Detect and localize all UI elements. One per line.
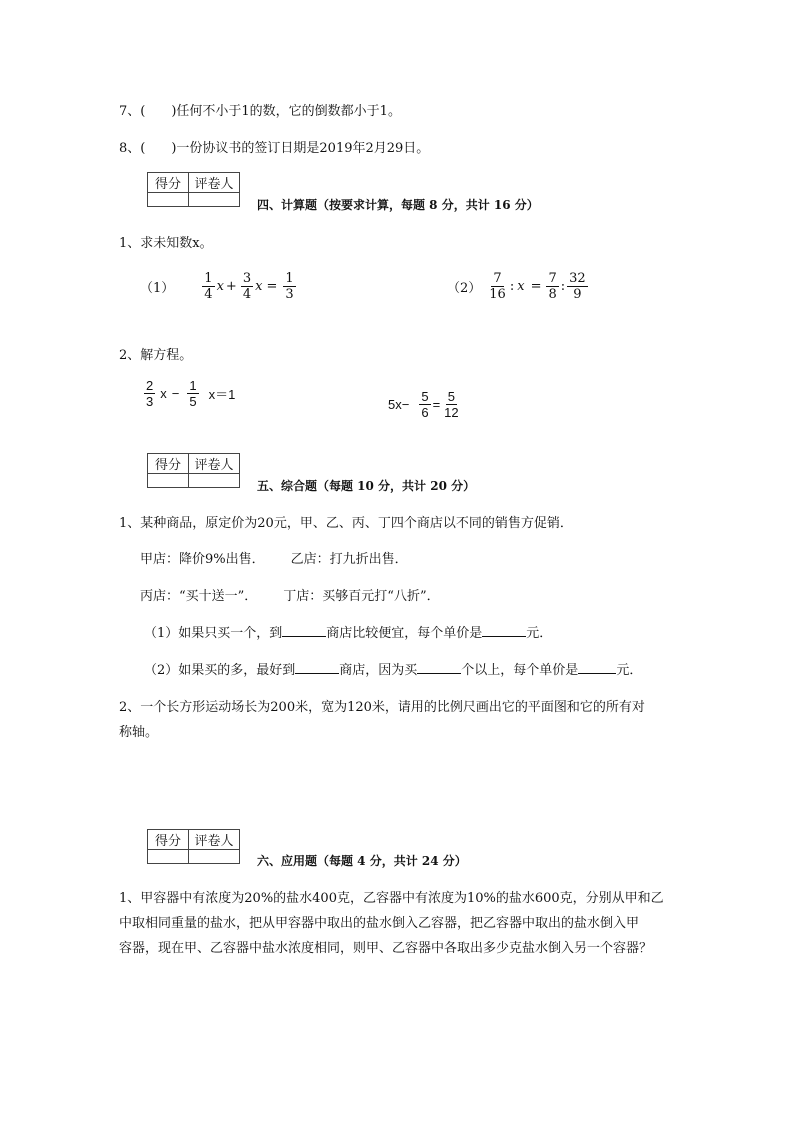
section-6-question-1-line-2: 中取相同重量的盐水，把从甲容器中取出的盐水倒入乙容器，把乙容器中取出的盐水倒入甲 (119, 916, 640, 931)
fraction: $\frac{1}{3}$ (285, 271, 294, 302)
equation-2: （2） $\frac{7}{16}$ : x = $\frac{7}{8}$ : $\frac{32}{9}$ (447, 271, 586, 302)
section-5-title: 五、综合题（每题 10 分，共计 20 分） (257, 479, 476, 493)
answer-blank[interactable] (578, 661, 616, 674)
section-5-question-2-line-1: 2、一个长方形运动场长为200米，宽为120米，请用的比例尺画出它的平面图和它的所有对 (119, 700, 645, 715)
fraction: $\frac{1}{5}$ (189, 378, 197, 409)
section-4-title: 四、计算题（按要求计算，每题 8 分，共计 16 分） (257, 198, 539, 212)
equation-3: $\frac{2}{3}$ x − $\frac{1}{5}$ x＝1 (146, 378, 236, 409)
score-box (147, 453, 240, 488)
equation-1-label: （1） (140, 281, 175, 296)
shop-c: 丙店：“买十送一”． (140, 589, 258, 604)
answer-blank[interactable] (295, 661, 339, 674)
section-4-question-2: 2、解方程。 (119, 348, 193, 363)
score-cell[interactable] (148, 474, 189, 488)
score-box (147, 829, 240, 864)
equation-4: 5x− $\frac{5}{6}$ = $\frac{5}{12}$ (388, 389, 459, 420)
score-label: 得分 (148, 454, 189, 474)
section-6-question-1-line-3: 容器，现在甲、乙容器中盐水浓度相同，则甲、乙容器中各取出多少克盐水倒入另一个容器？ (119, 941, 653, 956)
shop-line-2 (140, 585, 440, 604)
shop-line-1 (140, 548, 408, 567)
section-4-question-1: 1、求未知数x。 (119, 236, 213, 251)
answer-blank[interactable] (282, 624, 326, 637)
score-label: 得分 (148, 173, 189, 193)
fraction: $\frac{5}{6}$ (421, 389, 429, 420)
fraction: $\frac{1}{4}$ (204, 271, 213, 302)
fraction: $\frac{7}{16}$ (489, 271, 506, 302)
grader-label: 评卷人 (189, 830, 240, 850)
score-cell[interactable] (148, 850, 189, 864)
grader-label: 评卷人 (189, 454, 240, 474)
grader-cell[interactable] (189, 474, 240, 488)
shop-d: 丁店：买够百元打“八折”． (283, 589, 440, 604)
fraction: $\frac{32}{9}$ (569, 271, 586, 302)
answer-blank[interactable] (417, 661, 461, 674)
answer-blank[interactable] (482, 624, 526, 637)
score-label: 得分 (148, 830, 189, 850)
section-6-title: 六、应用题（每题 4 分，共计 24 分） (257, 854, 467, 868)
fraction: $\frac{7}{8}$ (548, 271, 557, 302)
score-box (147, 172, 240, 207)
question-7: 7、( )任何不小于1的数，它的倒数都小于1。 (119, 104, 401, 119)
fraction: $\frac{3}{4}$ (242, 271, 252, 302)
grader-label: 评卷人 (189, 173, 240, 193)
fraction: $\frac{2}{3}$ (146, 378, 154, 409)
sub-question-2: （2）如果买的多，最好到 商店，因为买 个以上，每个单价是 元． (144, 663, 643, 678)
shop-b: 乙店：打九折出售． (290, 552, 408, 567)
grader-cell[interactable] (189, 850, 240, 864)
equation-1: （1） $\frac{1}{4}$ x + $\frac{3}{4}$ x = $\frac{1}{3}$ (140, 271, 294, 302)
question-8: 8、( )一份协议书的签订日期是2019年2月29日。 (119, 141, 430, 156)
shop-a: 甲店：降价9%出售． (140, 552, 265, 567)
sub-question-1: （1）如果只买一个，到 商店比较便宜，每个单价是 元． (144, 626, 553, 641)
section-5-question-1: 1、某种商品，原定价为20元，甲、乙、丙、丁四个商店以不同的销售方促销． (119, 516, 573, 531)
section-6-question-1-line-1: 1、甲容器中有浓度为20%的盐水400克，乙容器中有浓度为10%的盐水600克，分别从甲和乙 (119, 891, 664, 906)
score-cell[interactable] (148, 193, 189, 207)
fraction: $\frac{5}{12}$ (444, 389, 459, 420)
grader-cell[interactable] (189, 193, 240, 207)
equation-2-label: （2） (447, 281, 482, 296)
section-5-question-2-line-2: 称轴。 (119, 725, 159, 740)
